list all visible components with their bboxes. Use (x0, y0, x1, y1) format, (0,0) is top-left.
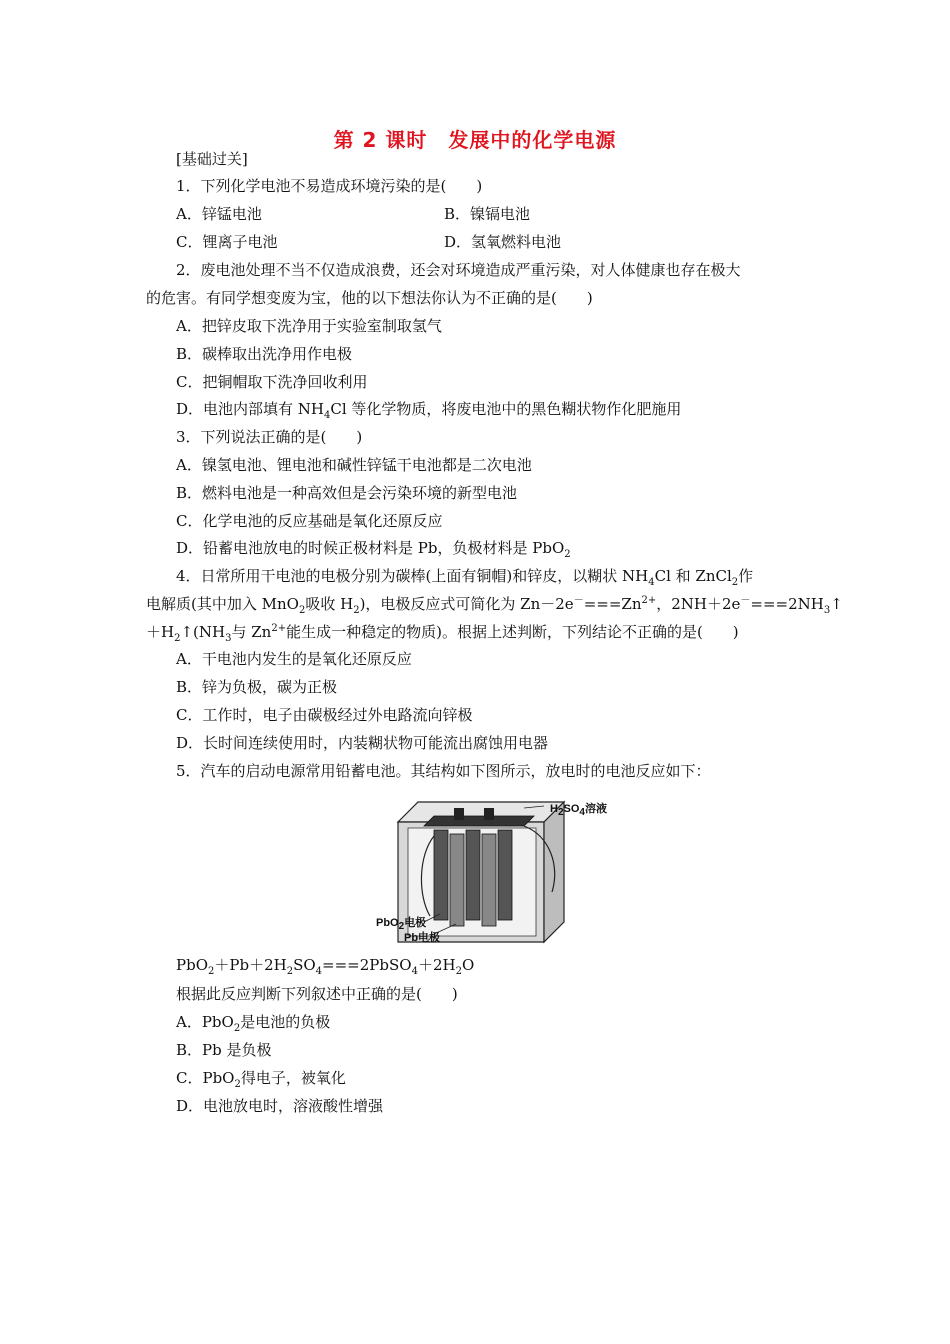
q5-c-sub: 2 (234, 1079, 241, 1090)
q2-stem-line1: 2．废电池处理不当不仅造成浪费，还会对环境造成严重污染，对人体健康也存在极大 (176, 261, 741, 279)
q1-stem: 1．下列化学电池不易造成环境污染的是( ) (176, 177, 483, 195)
q1-option-d: D．氢氧燃料电池 (444, 233, 562, 251)
q2-stem-line2: 的危害。有同学想变废为宝，他的以下想法你认为不正确的是( ) (146, 289, 593, 307)
eq-t3: SO (293, 956, 316, 974)
eq-s2: 2 (286, 966, 294, 977)
q5-option-a (176, 1012, 330, 1032)
q4-l3-sub2: 3 (225, 633, 232, 644)
q3-option-a: A．镍氢电池、锂电池和碱性锌锰干电池都是二次电池 (176, 456, 532, 474)
q4-option-d: D．长时间连续使用时，内装糊状物可能流出腐蚀用电器 (176, 734, 549, 752)
q3-d-sub: 2 (564, 549, 571, 560)
q1-option-b: B．镍镉电池 (444, 205, 531, 223)
q4-l2-text5: ，2NH＋2e (656, 595, 741, 613)
q4-l1-sub1: 4 (648, 577, 655, 588)
h2so4-text2: SO (563, 803, 580, 815)
q2-option-c: C．把铜帽取下洗净回收利用 (176, 373, 368, 391)
q5-equation (176, 955, 474, 975)
lead-acid-battery-figure (374, 796, 626, 946)
q5-c-text1: C．PbO (176, 1069, 235, 1087)
q1-option-c: C．锂离子电池 (176, 233, 278, 251)
pbo2-text2: 电极 (404, 917, 427, 929)
q3-option-d (176, 538, 571, 558)
q2-d-sub: 4 (324, 410, 331, 421)
q4-l2-sub1: 2 (298, 605, 306, 616)
q4-l3-text3: 与 Zn (231, 623, 272, 641)
q4-l3-sub1: 2 (174, 633, 181, 644)
q4-l3-text1: ＋H (146, 623, 175, 641)
q2-d-text1: D．电池内部填有 NH (176, 400, 325, 418)
eq-t4: ===2PbSO (322, 956, 412, 974)
q4-stem-line2 (146, 594, 843, 614)
eq-s1: 2 (208, 966, 215, 977)
q4-l2-sup3: － (740, 595, 751, 606)
eq-s3: 4 (315, 966, 323, 977)
q2-option-b: B．碳棒取出洗净用作电极 (176, 345, 353, 363)
q5-stem2: 根据此反应判断下列叙述中正确的是( ) (176, 985, 458, 1003)
q4-l3-sup1: 2+ (271, 623, 287, 634)
q5-option-d: D．电池放电时，溶液酸性增强 (176, 1097, 384, 1115)
label-pb-electrode: Pb电极 (404, 932, 441, 944)
q5-stem: 5．汽车的启动电源常用铅蓄电池。其结构如下图所示，放电时的电池反应如下： (176, 762, 711, 780)
q5-option-c (176, 1068, 346, 1088)
q3-stem: 3．下列说法正确的是( ) (176, 428, 363, 446)
q3-option-c: C．化学电池的反应基础是氧化还原反应 (176, 512, 443, 530)
q5-a-sub: 2 (233, 1023, 241, 1034)
q3-d-text: D．铅蓄电池放电的时候正极材料是 Pb，负极材料是 PbO (176, 539, 565, 557)
q4-option-c: C．工作时，电子由碳极经过外电路流向锌极 (176, 706, 473, 724)
eq-t6: O (461, 956, 475, 974)
q4-l3-text4: 能生成一种稳定的物质)。根据上述判断，下列结论不正确的是( ) (286, 623, 739, 641)
q3-option-b: B．燃料电池是一种高效但是会污染环境的新型电池 (176, 484, 518, 502)
q4-option-a: A．干电池内发生的是氧化还原反应 (176, 650, 412, 668)
q4-l2-text3: )，电极反应式可简化为 Zn－2e (359, 595, 574, 613)
page-title: 第 2 课时 发展中的化学电源 (333, 128, 617, 152)
q4-l2-sup2: 2+ (641, 595, 657, 606)
label-h2so4-solution (550, 800, 607, 819)
h2so4-sub2: 4 (579, 807, 585, 819)
pbo2-sub: 2 (398, 921, 405, 933)
eq-s5: 2 (455, 966, 462, 977)
q4-l1-sub2: 2 (731, 577, 739, 588)
h2so4-text3: 溶液 (584, 803, 607, 815)
q5-a-text1: A．PbO (176, 1013, 234, 1031)
q4-l2-text7: ↑ (830, 595, 843, 613)
q4-l2-text1: 电解质(其中加入 MnO (146, 595, 299, 613)
q4-l1-text1: 4．日常所用干电池的电极分别为碳棒(上面有铜帽)和锌皮，以糊状 NH (176, 567, 649, 585)
q4-l1-text3: 作 (738, 567, 754, 585)
q4-l2-sub2: 2 (353, 605, 360, 616)
q5-c-text2: 得电子，被氧化 (240, 1069, 346, 1087)
h2so4-sub1: 2 (557, 807, 564, 819)
q1-option-a: A．锌锰电池 (176, 205, 262, 223)
q5-a-text2: 是电池的负极 (240, 1013, 331, 1031)
q4-l2-sub3: 3 (823, 605, 831, 616)
q4-l1-text2: Cl 和 ZnCl (654, 567, 732, 585)
q5-option-b: B．Pb 是负极 (176, 1041, 272, 1059)
section-label: [基础过关] (176, 150, 248, 168)
q2-option-d (176, 399, 681, 419)
eq-t1: PbO (176, 956, 208, 974)
eq-s4: 4 (411, 966, 418, 977)
h2so4-text1: H (550, 803, 558, 815)
eq-t2: ＋Pb＋2H (214, 956, 287, 974)
q4-option-b: B．锌为负极，碳为正极 (176, 678, 338, 696)
q4-l2-text4: ===Zn (583, 595, 642, 613)
q4-l2-sup1: － (573, 595, 584, 606)
q4-stem-line1 (176, 566, 753, 586)
q4-l2-text6: ===2NH (750, 595, 824, 613)
q4-l2-text2: 吸收 H (305, 595, 354, 613)
q2-d-text2: Cl 等化学物质，将废电池中的黑色糊状物作化肥施用 (330, 400, 682, 418)
pbo2-text1: PbO (376, 917, 399, 929)
q4-l3-text2: ↑(NH (180, 623, 226, 641)
label-pbo2-electrode (376, 914, 427, 933)
q4-stem-line3 (146, 622, 739, 642)
q2-option-a: A．把锌皮取下洗净用于实验室制取氢气 (176, 317, 442, 335)
eq-t5: ＋2H (417, 956, 456, 974)
